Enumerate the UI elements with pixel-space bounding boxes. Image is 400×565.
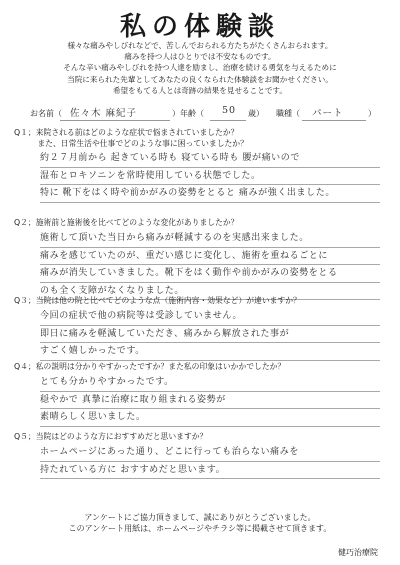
footer-line: アンケートにご協力頂きまして、誠にありがとうございました。: [84, 513, 316, 522]
question-text: Q５；当院はどのような方におすすめだと思いますか？: [14, 432, 208, 441]
question-text: Q４；私の説明は分かりやすかったですか？また私の印象はいかかでしたか？: [14, 362, 286, 371]
answer-line: 約２７月前から 起きている時も 寝ている時も 腰が痛いので: [40, 150, 380, 168]
answer-line: 即日に痛みを軽減していただき、痛みから解放された事が: [40, 326, 380, 344]
answer-line: 施術して頂いた当日から痛みが軽減するのを実感出来ました。: [40, 230, 380, 248]
answer-line: すごく嬉しかったです。: [40, 343, 380, 361]
question-text: Q１；来院される前はどのような症状で悩まされていましたか？: [14, 128, 239, 137]
name-value: 佐々木 麻紀子: [70, 108, 138, 119]
intro-line: 希望をもてる人とは奇跡の結果を見せることです。: [112, 85, 288, 95]
age-unit: 歳）: [248, 109, 264, 118]
age-underline: [210, 120, 246, 121]
answer-line: 湿布とロキソニンを常時使用している状態でした。: [40, 168, 380, 186]
job-underline: [302, 120, 366, 121]
question-4: [14, 362, 285, 373]
intro-line: そんな辛い痛みやしびれを持つ人達を励まし、治療を続ける勇気を与えるために: [63, 63, 337, 73]
age-label: 年齢（: [180, 109, 204, 118]
question-text: また、日常生活や仕事でどのような事に困っていましたか？: [14, 138, 248, 148]
job-label: 職種（: [276, 109, 300, 118]
answer-5: [40, 444, 380, 479]
answer-line: 穏やかで 真摯に治療に取り組まれる姿勢が: [40, 392, 380, 410]
intro-text: [20, 40, 380, 96]
question-3: [14, 296, 301, 307]
intro-line: 当院に来られた先輩としてあなたの良くなられた体験談をお聞かせください。: [67, 74, 333, 84]
job-value: パート: [312, 108, 344, 119]
answer-line: 今回の症状で他の病院等は受診していません。: [40, 308, 380, 326]
question-5: [14, 432, 207, 443]
name-label: お名前（: [30, 109, 62, 118]
answer-line: ホームページにあった通り、どこに行っても治らない痛みを: [40, 444, 380, 462]
intro-line: 様々な痛みやしびれなどで、苦しんでおられる方たちがたくさんおられます。: [67, 41, 333, 50]
page-title: 私の体験談: [119, 12, 280, 42]
answer-1: [40, 150, 380, 203]
age-value: 50: [222, 105, 237, 116]
answer-2: [40, 230, 380, 300]
answer-line: 特に 靴下をはく時や前かがみの姿勢をとると 痛みが強く出ました。: [40, 185, 380, 203]
footer-line: このアンケート用紙は、ホームページやチラシ等に掲載させて頂きます。: [68, 524, 332, 533]
job-close: ）: [368, 109, 376, 118]
question-text: Q３；当院は他の院と比べてどのような点（施術内容・効果など）が違いますか？: [14, 296, 301, 305]
name-close: ）: [172, 109, 180, 118]
answer-3: [40, 308, 380, 361]
question-text: Q２；施術前と施術後を比べてどのような変化がありましたか？: [14, 218, 239, 227]
name-underline: [60, 120, 170, 121]
question-2: [14, 218, 238, 229]
answer-line: とても分かりやすかったです。: [40, 374, 380, 392]
answer-line: のも全く支障がなくなりました。: [40, 283, 380, 301]
profile-row: [30, 104, 380, 122]
answer-line: 持たれている方に おすすめだと思います。: [40, 462, 380, 480]
answer-4: [40, 374, 380, 427]
clinic-name: 健巧治療院: [338, 548, 378, 557]
answer-line: 痛みが消失していきました。靴下をはく動作や前かがみの姿勢をとる: [40, 265, 380, 283]
footer-text: [0, 512, 400, 534]
question-1: [14, 128, 248, 149]
intro-line: 痛みを持つ人はひとりでは不安なものです。: [124, 52, 276, 62]
answer-line: 痛みを感じていたのが、重だい感じに変化し、施術を重ねるごとに: [40, 248, 380, 266]
answer-line: 素晴らしく思いました。: [40, 409, 380, 427]
